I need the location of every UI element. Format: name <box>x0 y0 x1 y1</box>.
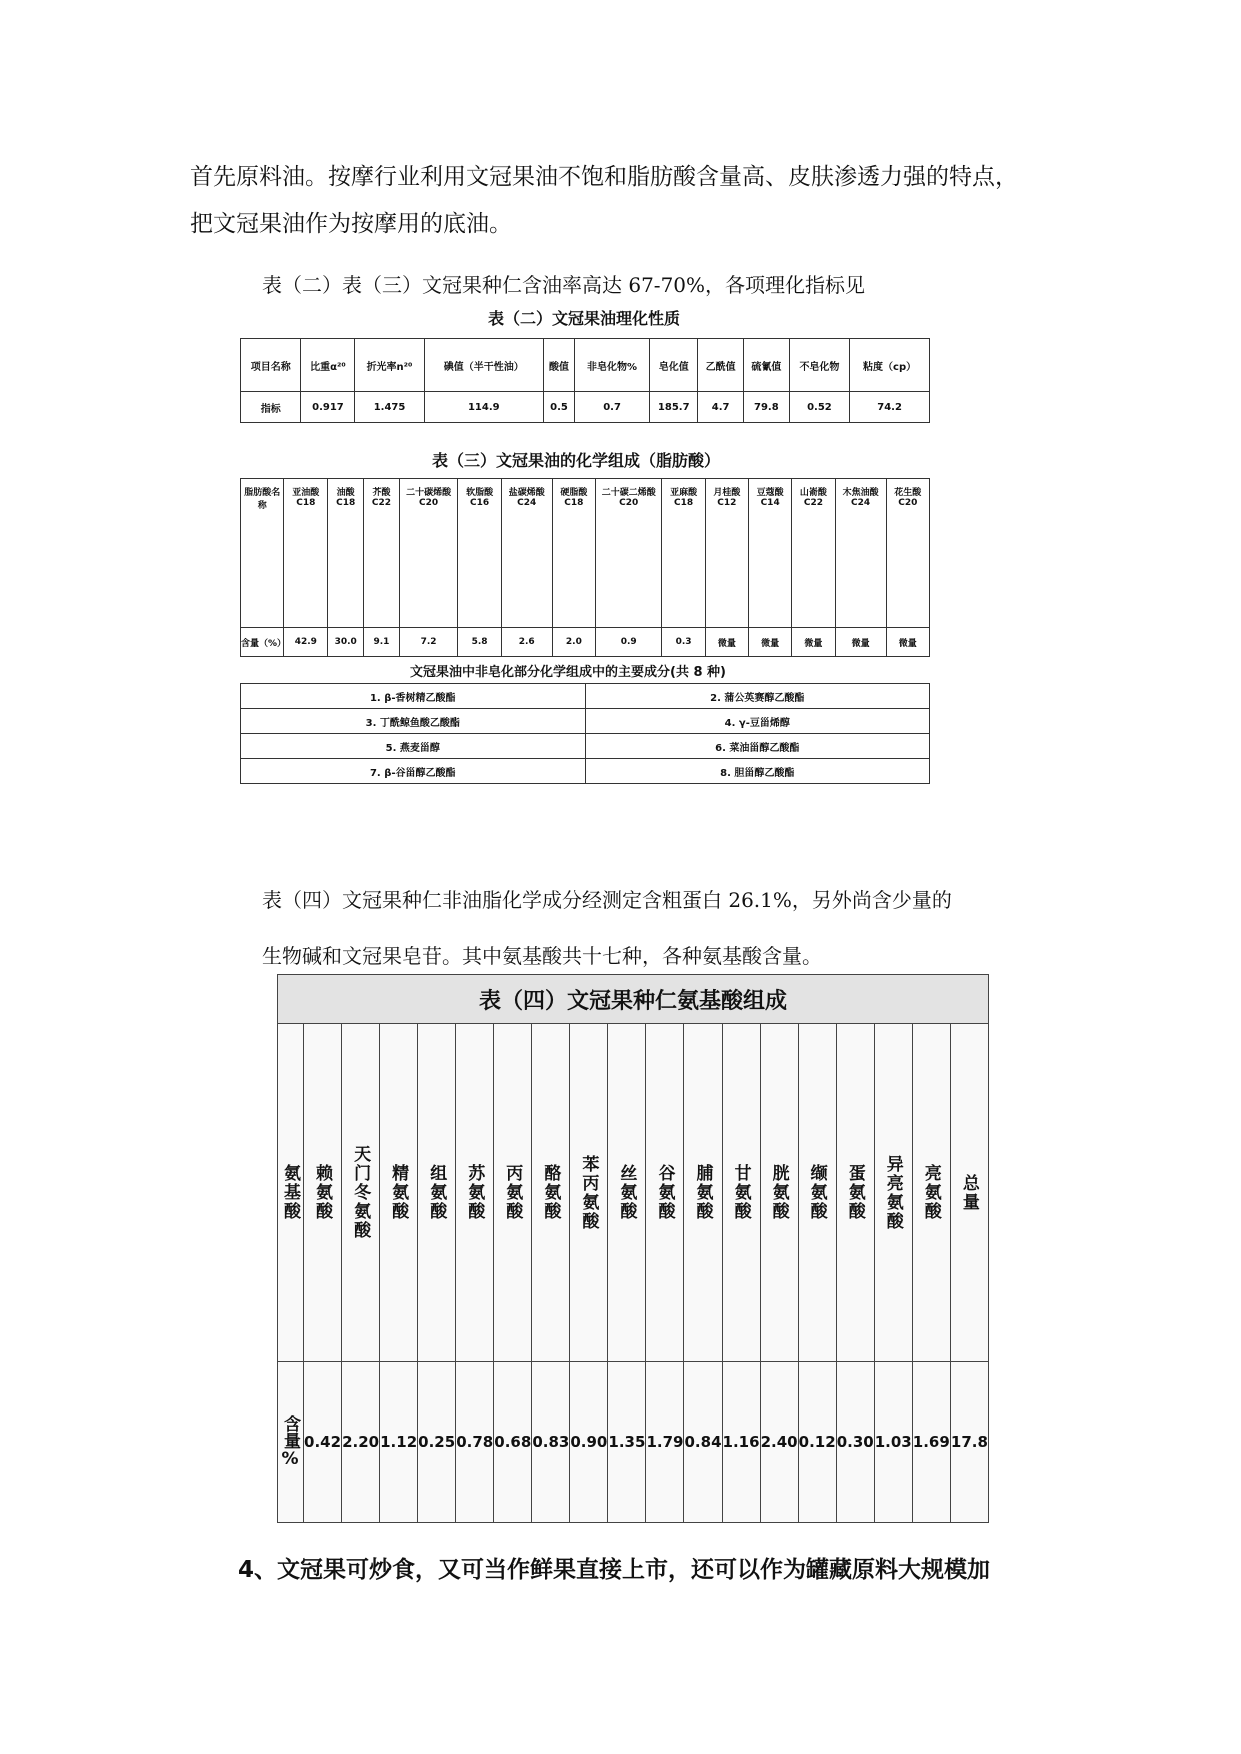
amino-acid-name: 异亮氨酸 <box>874 1024 912 1362</box>
table-cell: 花生酸C20 <box>886 479 929 628</box>
amino-acid-name: 酪氨酸 <box>532 1024 570 1362</box>
table-cell: 豆蔻酸C14 <box>749 479 792 628</box>
amino-acid-value: 0.25 <box>418 1362 456 1523</box>
table-cell: 185.7 <box>650 392 698 423</box>
table-cell: 皂化值 <box>650 339 698 392</box>
amino-acid-name: 组氨酸 <box>418 1024 456 1362</box>
amino-acid-value: 2.20 <box>342 1362 380 1523</box>
table-cell: 非皂化物% <box>574 339 649 392</box>
amino-acid-value: 0.12 <box>798 1362 836 1523</box>
intro-line-1: 首先原料油。按摩行业利用文冠果油不饱和脂肪酸含量高、皮肤渗透力强的特点， <box>190 164 1018 190</box>
amino-acid-value: 1.16 <box>722 1362 760 1523</box>
table-cell: 8. 胆甾醇乙酸酯 <box>585 759 930 784</box>
amino-value-row <box>278 1362 989 1523</box>
amino-acid-name: 总量 <box>950 1024 988 1362</box>
table-cell: 二十碳二烯酸C20 <box>596 479 662 628</box>
table-cell: 酸值 <box>544 339 575 392</box>
amino-acid-name: 精氨酸 <box>380 1024 418 1362</box>
table-cell: 1.475 <box>355 392 424 423</box>
amino-acid-value: 1.79 <box>646 1362 684 1523</box>
table-cell: 硫氰值 <box>744 339 790 392</box>
table-cell: 微量 <box>705 628 748 657</box>
table-cell: 9.1 <box>364 628 400 657</box>
table-cell: 7.2 <box>399 628 458 657</box>
table-cell: 芥酸C22 <box>364 479 400 628</box>
amino-acid-value: 17.8 <box>950 1362 988 1523</box>
amino-acid-value: 1.12 <box>380 1362 418 1523</box>
amino-acid-name: 蛋氨酸 <box>836 1024 874 1362</box>
table-cell: 微量 <box>835 628 886 657</box>
table-cell: 项目名称 <box>241 339 301 392</box>
table2-caption: 表（二）文冠果油理化性质 <box>488 309 681 328</box>
table-cell: 5. 燕麦甾醇 <box>241 734 586 759</box>
protein-line-1: 表（四）文冠果种仁非油脂化学成分经测定含粗蛋白 26.1%，另外尚含少量的 <box>262 888 952 912</box>
table-cell: 含量（%） <box>241 628 284 657</box>
table5-caption: 表（四）文冠果种仁氨基酸组成 <box>278 975 989 1024</box>
amino-acid-name: 氨基酸 <box>278 1024 304 1362</box>
unsap-caption: 文冠果油中非皂化部分化学组成中的主要成分(共 8 种) <box>410 665 726 680</box>
amino-acid-figure <box>277 974 989 1522</box>
table-cell: 5.8 <box>458 628 501 657</box>
amino-acid-value: 0.90 <box>570 1362 608 1523</box>
table-cell: 指标 <box>241 392 301 423</box>
table-cell: 2. 蒲公英赛醇乙酸酯 <box>585 684 930 709</box>
physchem-table <box>240 338 930 423</box>
amino-acid-value: 0.84 <box>684 1362 722 1523</box>
table-cell: 3. 丁酰鲸鱼酸乙酸酯 <box>241 709 586 734</box>
table-cell: 比重α²⁰ <box>301 339 355 392</box>
table-cell: 不皂化物 <box>789 339 849 392</box>
table-cell: 0.917 <box>301 392 355 423</box>
table-cell: 木焦油酸C24 <box>835 479 886 628</box>
intro-line-2: 把文冠果油作为按摩用的底油。 <box>190 211 512 237</box>
amino-acid-name: 苯丙氨酸 <box>570 1024 608 1362</box>
table-cell: 2.6 <box>501 628 552 657</box>
amino-name-row <box>278 1024 989 1362</box>
table-cell: 微量 <box>792 628 835 657</box>
table-cell: 亚麻酸C18 <box>662 479 705 628</box>
table-cell: 盐碳烯酸C24 <box>501 479 552 628</box>
table-cell: 0.7 <box>574 392 649 423</box>
table-row <box>241 734 930 759</box>
amino-acid-name: 丙氨酸 <box>494 1024 532 1362</box>
amino-acid-name: 亮氨酸 <box>912 1024 950 1362</box>
table2-header-row <box>241 339 930 392</box>
table-cell: 碘值（半干性油） <box>424 339 543 392</box>
amino-acid-name: 甘氨酸 <box>722 1024 760 1362</box>
amino-acid-table <box>277 974 989 1523</box>
amino-acid-value: 0.30 <box>836 1362 874 1523</box>
table-cell: 微量 <box>886 628 929 657</box>
table-cell: 折光率n²⁰ <box>355 339 424 392</box>
table-cell: 山嵛酸C22 <box>792 479 835 628</box>
table-cell: 6. 菜油甾醇乙酸酯 <box>585 734 930 759</box>
amino-acid-value: 1.35 <box>608 1362 646 1523</box>
table-cell: 软脂酸C16 <box>458 479 501 628</box>
table-cell: 粘度（cp） <box>850 339 930 392</box>
table-cell: 4.7 <box>698 392 744 423</box>
unsaponifiable-table <box>240 683 930 784</box>
table-cell: 油酸C18 <box>328 479 364 628</box>
table-cell: 硬脂酸C18 <box>552 479 595 628</box>
table-cell: 79.8 <box>744 392 790 423</box>
amino-acid-value: 0.42 <box>304 1362 342 1523</box>
amino-acid-value: 0.83 <box>532 1362 570 1523</box>
table-cell: 0.5 <box>544 392 575 423</box>
content-label: 含量% <box>278 1362 304 1523</box>
table-cell: 1. β-香树精乙酸酯 <box>241 684 586 709</box>
amino-acid-value: 1.03 <box>874 1362 912 1523</box>
table-cell: 7. β-谷甾醇乙酸酯 <box>241 759 586 784</box>
table2-value-row <box>241 392 930 423</box>
table-cell: 0.52 <box>789 392 849 423</box>
table-cell: 74.2 <box>850 392 930 423</box>
table-row <box>241 759 930 784</box>
table-cell: 0.9 <box>596 628 662 657</box>
table-cell: 月桂酸C12 <box>705 479 748 628</box>
table-cell: 二十碳烯酸C20 <box>399 479 458 628</box>
amino-acid-value: 0.68 <box>494 1362 532 1523</box>
table3-header-row <box>241 479 930 628</box>
amino-acid-name: 胱氨酸 <box>760 1024 798 1362</box>
amino-acid-name: 谷氨酸 <box>646 1024 684 1362</box>
table-row <box>241 684 930 709</box>
amino-acid-name: 丝氨酸 <box>608 1024 646 1362</box>
amino-acid-name: 天门冬氨酸 <box>342 1024 380 1362</box>
amino-acid-name: 赖氨酸 <box>304 1024 342 1362</box>
amino-acid-value: 0.78 <box>456 1362 494 1523</box>
amino-acid-value: 2.40 <box>760 1362 798 1523</box>
table-cell: 亚油酸C18 <box>284 479 328 628</box>
amino-acid-value: 1.69 <box>912 1362 950 1523</box>
oil-intro: 表（二）表（三）文冠果种仁含油率高达 67-70%，各项理化指标见 <box>262 273 866 297</box>
table-row <box>241 709 930 734</box>
table-cell: 乙酰值 <box>698 339 744 392</box>
table-cell: 114.9 <box>424 392 543 423</box>
protein-line-2: 生物碱和文冠果皂苷。其中氨基酸共十七种，各种氨基酸含量。 <box>262 944 822 968</box>
amino-acid-name: 脯氨酸 <box>684 1024 722 1362</box>
table-cell: 2.0 <box>552 628 595 657</box>
table-cell: 42.9 <box>284 628 328 657</box>
amino-acid-name: 苏氨酸 <box>456 1024 494 1362</box>
table-cell: 30.0 <box>328 628 364 657</box>
fatty-acid-table <box>240 478 930 657</box>
amino-acid-name: 缬氨酸 <box>798 1024 836 1362</box>
table-cell: 4. γ-豆甾烯醇 <box>585 709 930 734</box>
table3-value-row <box>241 628 930 657</box>
table-cell: 0.3 <box>662 628 705 657</box>
table-cell: 微量 <box>749 628 792 657</box>
table3-caption: 表（三）文冠果油的化学组成（脂肪酸） <box>432 451 721 470</box>
section-4-text: 4、文冠果可炒食，又可当作鲜果直接上市，还可以作为罐藏原料大规模加 <box>238 1557 991 1583</box>
table-cell: 脂肪酸名称 <box>241 479 284 628</box>
